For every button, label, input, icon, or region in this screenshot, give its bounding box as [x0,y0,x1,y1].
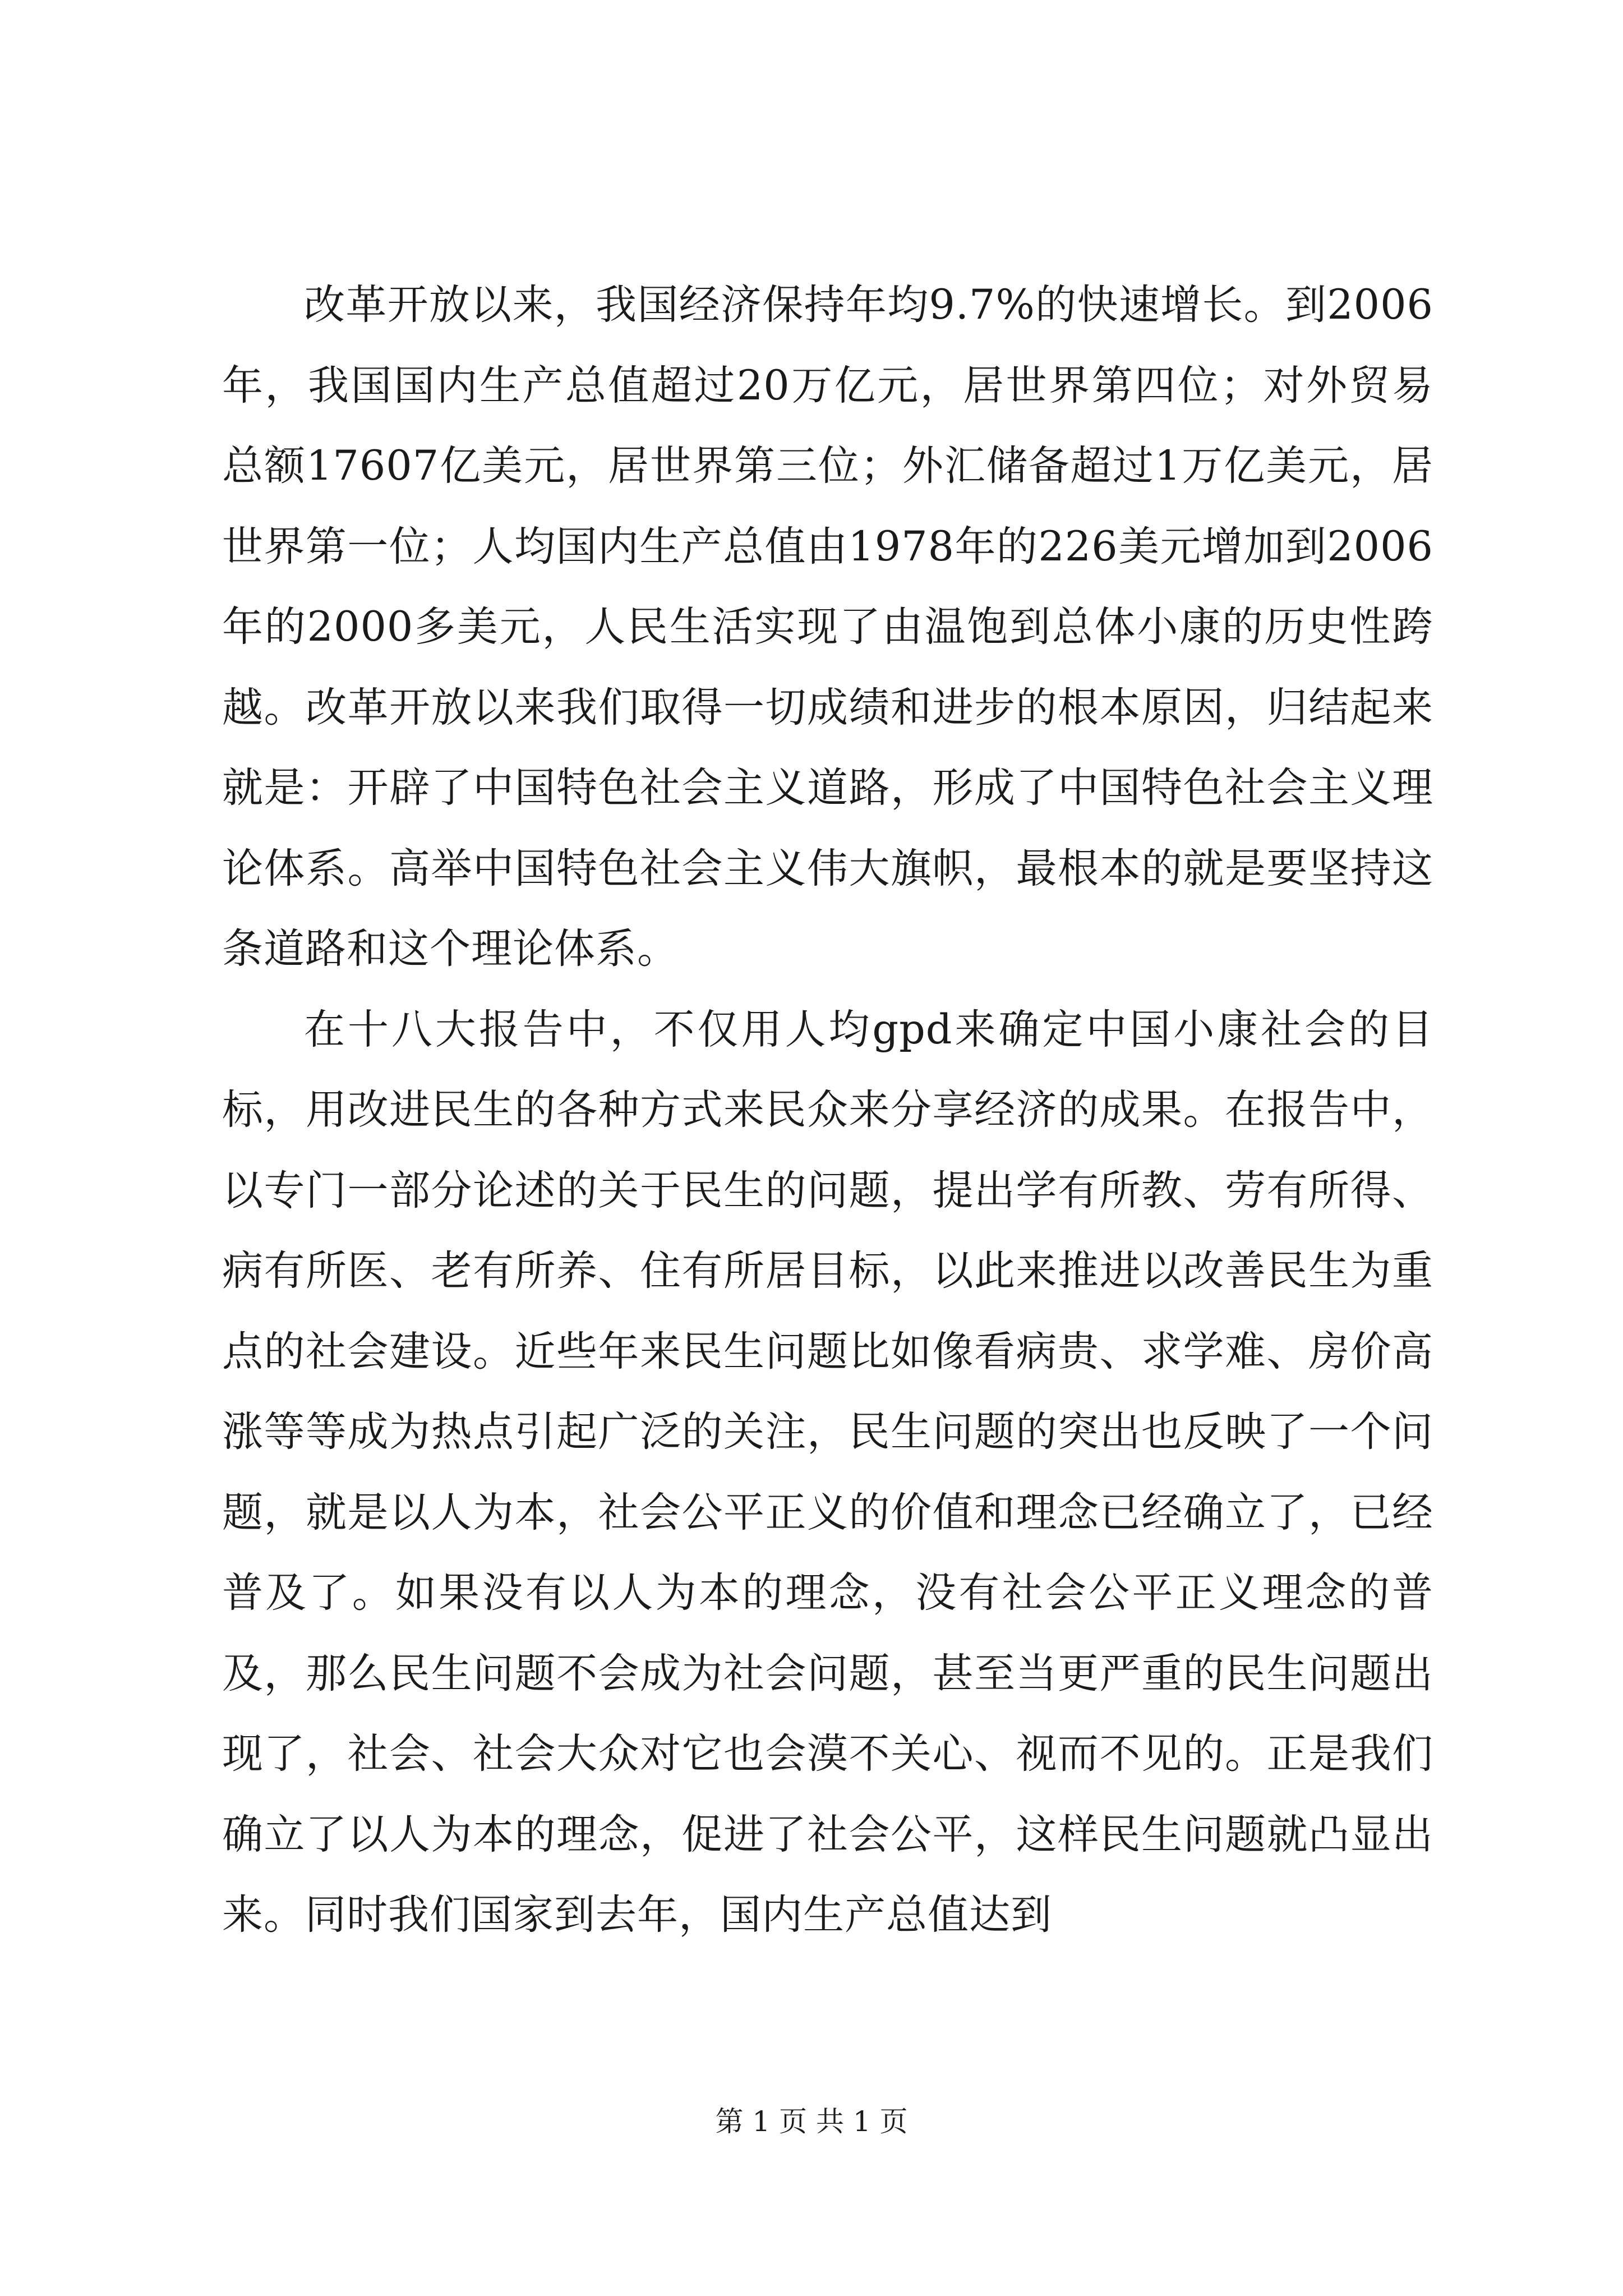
paragraph-1: 改革开放以来，我国经济保持年均9.7%的快速增长。到2006年，我国国内生产总值超过20万亿元，居世界第四位；对外贸易总额17607亿美元，居世界第三位；外汇储备超过1万亿美元，居世界第一位；人均国内生产总值由1978年的226美元增加到2006年的2000多美元，人民生活实现了由温饱到总体小康的历史性跨越。改革开放以来我们取得一切成绩和进步的根本原因，归结起来就是：开辟了中国特色社会主义道路，形成了中国特色社会主义理论体系。高举中国特色社会主义伟大旗帜，最根本的就是要坚持这条道路和这个理论体系。 [222,281,1433,973]
paragraph-2: 在十八大报告中，不仅用人均gpd来确定中国小康社会的目标，用改进民生的各种方式来民众来分享经济的成果。在报告中，以专门一部分论述的关于民生的问题，提出学有所教、劳有所得、病有所医、老有所养、住有所居目标，以此来推进以改善民生为重点的社会建设。近些年来民生问题比如像看病贵、求学难、房价高涨等等成为热点引起广泛的关注，民生问题的突出也反映了一个问题，就是以人为本，社会公平正义的价值和理念已经确立了，已经普及了。如果没有以人为本的理念，没有社会公平正义理念的普及，那么民生问题不会成为社会问题，甚至当更严重的民生问题出现了，社会、社会大众对它也会漠不关心、视而不见的。正是我们确立了以人为本的理念，促进了社会公平，这样民生问题就凸显出来。同时我们国家到去年，国内生产总值达到 [222,1005,1433,1939]
document-body [222,265,1433,1955]
page-footer: 第 1 页 共 1 页 [715,2105,908,2138]
